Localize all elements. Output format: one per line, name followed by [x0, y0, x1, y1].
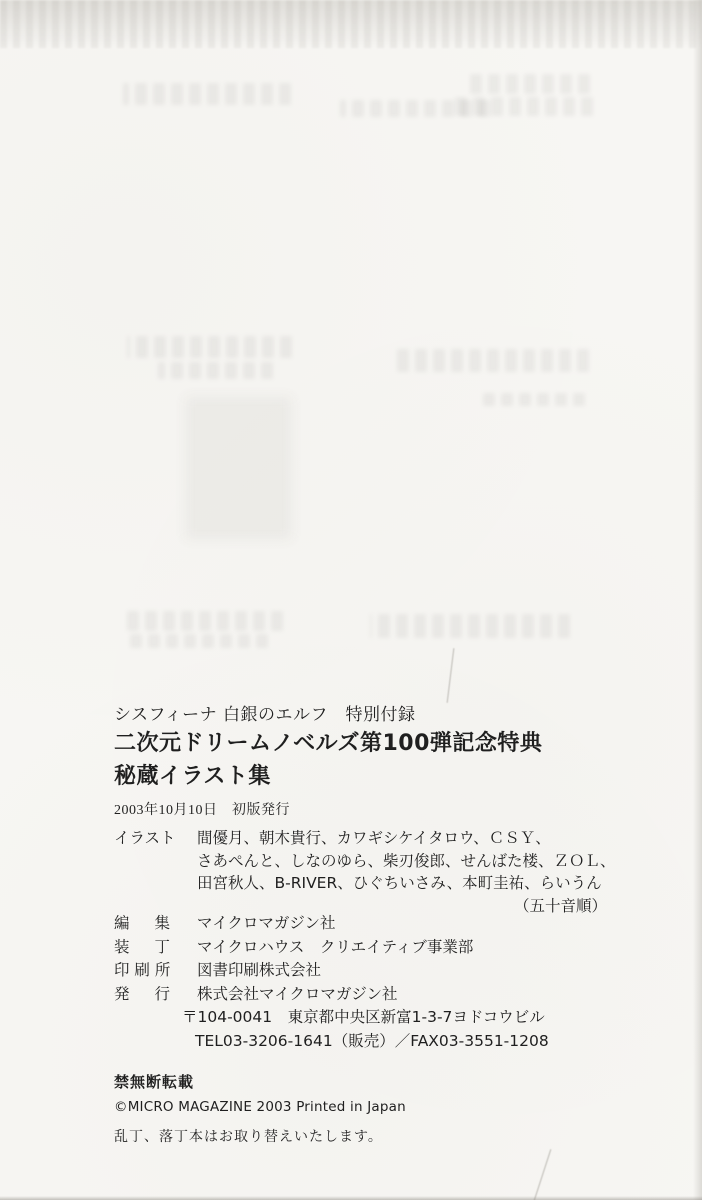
- staff-role-label: 装 丁: [114, 937, 170, 956]
- staff-role-value: マイクロマガジン社: [197, 914, 336, 932]
- illustrator-names-line: 間優月、朝木貴行、カワギシケイタロウ、ＣＳＹ、: [197, 829, 551, 847]
- bleedthrough-ghost: [158, 362, 273, 379]
- series-line: シスフィーナ 白銀のエルフ 特別付録: [114, 705, 416, 725]
- edition-date-line: 2003年10月10日 初版発行: [114, 803, 290, 818]
- scan-scratch: [534, 1149, 552, 1200]
- publisher-tel-fax: TEL03-3206-1641（販売）／FAX03-3551-1208: [195, 1031, 549, 1050]
- bleedthrough-ghost: [127, 336, 292, 358]
- staff-role-value: 図書印刷株式会社: [197, 961, 322, 980]
- illustrator-names: [197, 827, 616, 917]
- illustrator-names-line: 田宮秋人、B-RIVER、ひぐちいさみ、本町圭祐、らいうん: [197, 874, 602, 892]
- publisher-address: 〒104-0041 東京都中央区新富1-3-7ヨドコウビル: [182, 1008, 545, 1027]
- illustration-label: イラスト: [114, 829, 176, 847]
- staff-row: [114, 983, 549, 1007]
- staff-role-label: 編 集: [114, 914, 170, 932]
- bleedthrough-ghost: [185, 396, 292, 540]
- copyright-line: ©MICRO MAGAZINE 2003 Printed in Japan: [114, 1099, 406, 1115]
- scan-shadow-top: [0, 0, 702, 48]
- bleedthrough-ghost: [468, 74, 590, 94]
- book-title-line-2: 秘蔵イラスト集: [114, 764, 271, 789]
- bleedthrough-ghost: [455, 97, 593, 116]
- no-reproduction-notice: 禁無断転載: [114, 1073, 195, 1091]
- staff-role-value: マイクロハウス クリエイティブ事業部: [197, 937, 474, 956]
- bleedthrough-ghost: [480, 393, 585, 406]
- scan-shadow-bottom-edge: [0, 1196, 702, 1200]
- illustrator-names-line: さあぺんと、しなのゆら、柴刃俊郎、せんばた楼、ＺＯＬ、: [197, 851, 616, 870]
- colophon-header: [114, 700, 542, 819]
- staff-row: [114, 959, 549, 983]
- staff-role-value: 株式会社マイクロマガジン社: [197, 984, 398, 1003]
- staff-role-label: 印 刷 所: [114, 961, 171, 980]
- book-title-line-1: 二次元ドリームノベルズ第100弾記念特典: [114, 731, 543, 756]
- bleedthrough-ghost: [128, 634, 268, 648]
- staff-row: [114, 912, 549, 936]
- staff-role-label: 発 行: [114, 984, 170, 1003]
- replacement-notice: 乱丁、落丁本はお取り替えいたします。: [114, 1129, 383, 1145]
- bleedthrough-ghost: [123, 611, 283, 631]
- publisher-info: [114, 912, 549, 1054]
- bleedthrough-ghost: [397, 349, 589, 372]
- bleedthrough-ghost: [370, 614, 570, 638]
- colophon-footer: [114, 1071, 406, 1146]
- bleedthrough-ghost: [123, 83, 291, 105]
- scan-scratch: [447, 648, 455, 703]
- alphabetical-order-note: （五十音順）: [513, 896, 607, 915]
- illustration-credits: [114, 827, 616, 917]
- staff-row: [114, 936, 549, 960]
- scan-shadow-right-edge: [693, 0, 702, 1200]
